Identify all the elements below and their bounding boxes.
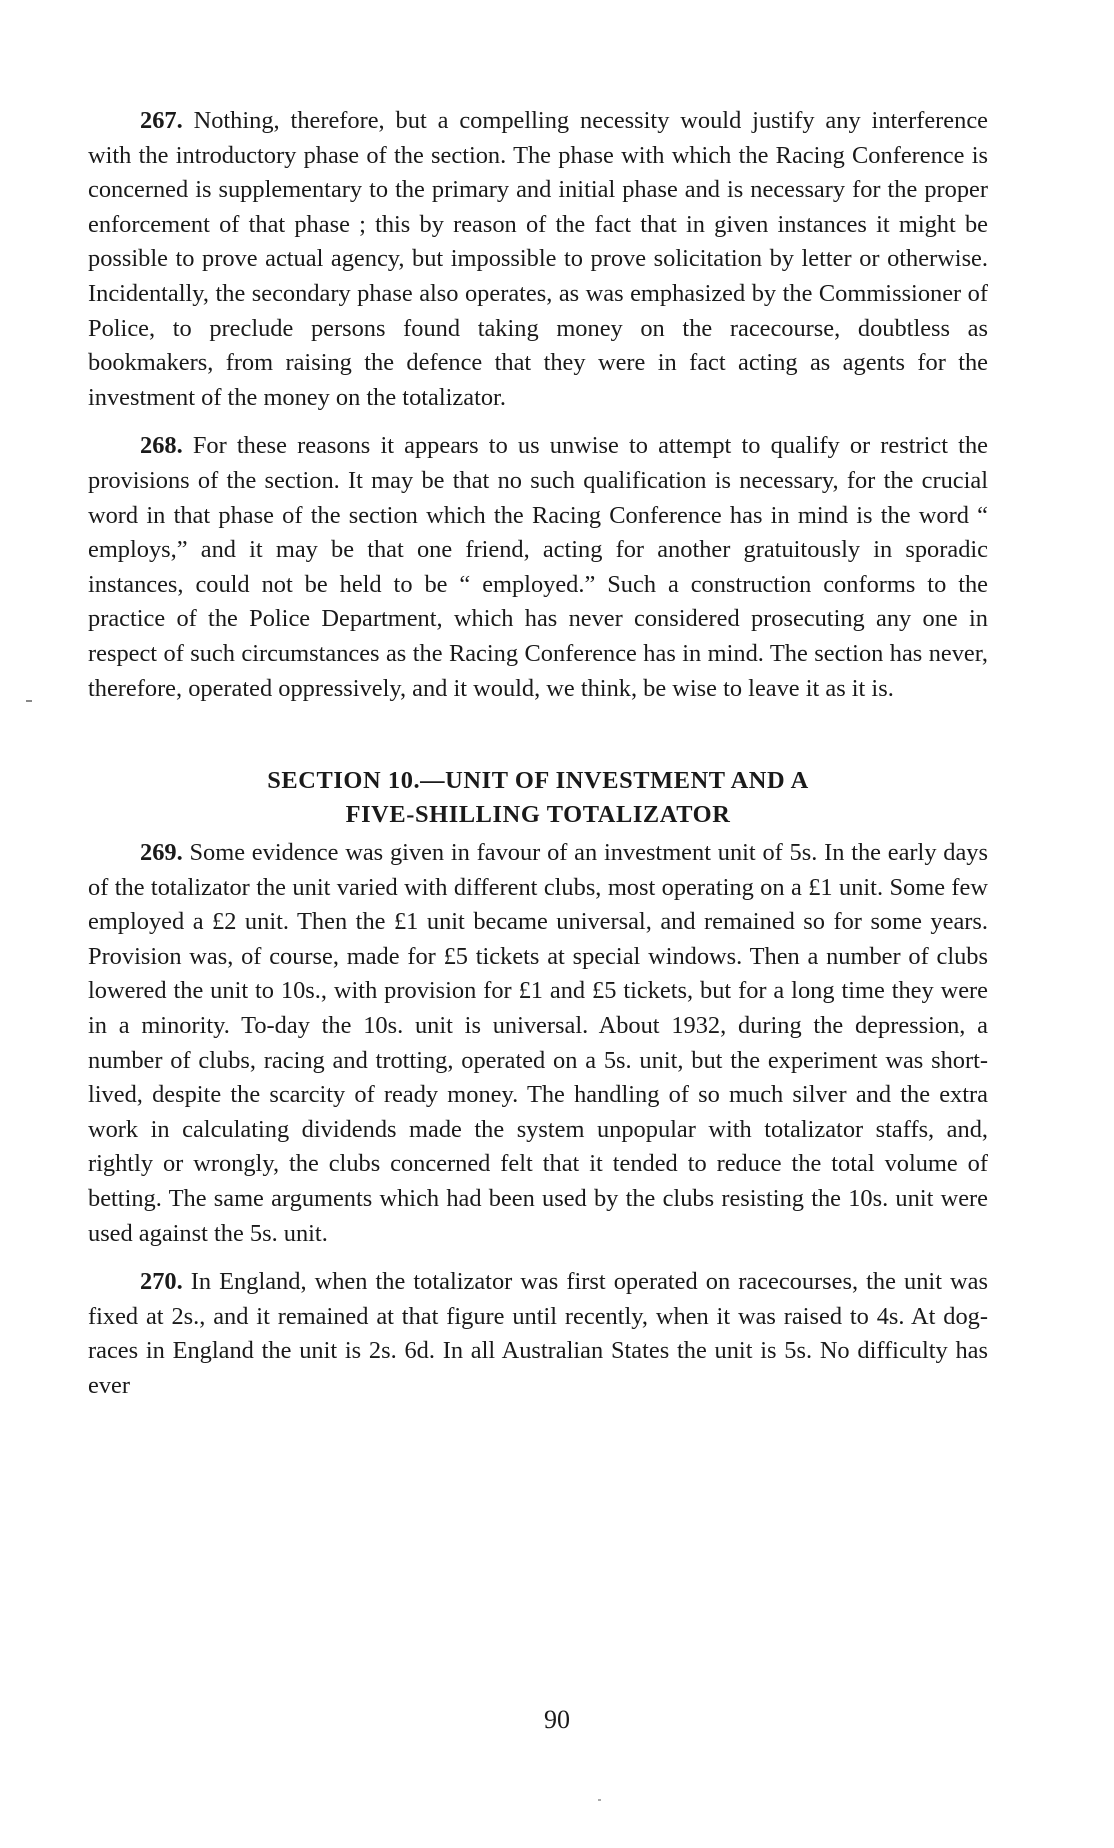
margin-mark (26, 700, 32, 702)
paragraph-text: Nothing, therefore, but a compelling necessity would justify any interference with the introductory phase of the section. The phase with which the Racing Conference is concerned is supplementary to the primary and initial phase and is necessary for the proper enforcement of that phase ; this by reason of the fact that in given instances it might be possible to prove actual agency, but impossible to prove solicitation by letter or otherwise. Incidentally, the secondary phase also operates, as was emphasized by the Commissioner of Police, to preclude persons found taking money on the racecourse, doubtless as bookmakers, from raising the defence that they were in fact acting as agents for the investment of the money on the totalizator. (88, 107, 988, 411)
page-number: 90 (544, 1705, 570, 1734)
paragraph-number: 267. (140, 107, 183, 134)
paragraph-270 (88, 1265, 988, 1403)
paragraph-text: Some evidence was given in favour of an investment unit of 5s. In the early days of the totalizator the unit varied with different clubs, most operating on a £1 unit. Some few employed a £2 unit. Then the £1 unit became universal, and remained so for some years. Provision was, of course, made for £5 tickets at special windows. Then a number of clubs lowered the unit to 10s., with provision for £1 and £5 tickets, but for a long time they were in a minority. To-day the 10s. unit is universal. About 1932, during the depression, a number of clubs, racing and trotting, operated on a 5s. unit, but the experiment was short-lived, despite the scarcity of ready money. The handling of so much silver and the extra work in calculating dividends made the system unpopular with totalizator staffs, and, rightly or wrongly, the clubs concerned felt that it tended to reduce the total volume of betting. The same arguments which had been used by the clubs resisting the 10s. unit were used against the 5s. unit. (88, 839, 988, 1247)
paragraph-number: 270. (140, 1268, 183, 1296)
paragraph-text: For these reasons it appears to us unwise to attempt to qualify or restrict the provisions of the section. It may be that no such qualification is necessary, for the crucial word in that phase of the section which the Racing Conference has in mind is the word “ employs,” and it may be that one friend, acting for another gratuitously in sporadic instances, could not be held to be “ employed.” Such a construction conforms to the practice of the Police Department, which has never considered prosecuting any one in respect of such circumstances as the Racing Conference has in mind. The section has never, therefore, operated oppressively, and it would, we think, be wise to leave it as it is. (88, 432, 988, 702)
section-heading-line-2: FIVE-SHILLING TOTALIZATOR (345, 801, 731, 829)
section-heading-line-1: SECTION 10.—UNIT OF INVESTMENT AND A (267, 767, 809, 795)
paragraph-267 (88, 104, 988, 415)
section-heading (88, 764, 988, 832)
paragraph-text: In England, when the totalizator was first operated on racecourses, the unit was fixed at 2s., and it remained at that figure until recently, when it was raised to 4s. At dog-races in England the unit is 2s. 6d. In all Australian States the unit is 5s. No difficulty has ever (88, 1268, 988, 1399)
paragraph-268 (88, 429, 988, 706)
print-speck (598, 1799, 601, 1801)
paragraph-number: 269. (140, 839, 183, 867)
paragraph-269 (88, 836, 988, 1251)
body-text (88, 104, 988, 1418)
paragraph-number: 268. (140, 432, 183, 460)
